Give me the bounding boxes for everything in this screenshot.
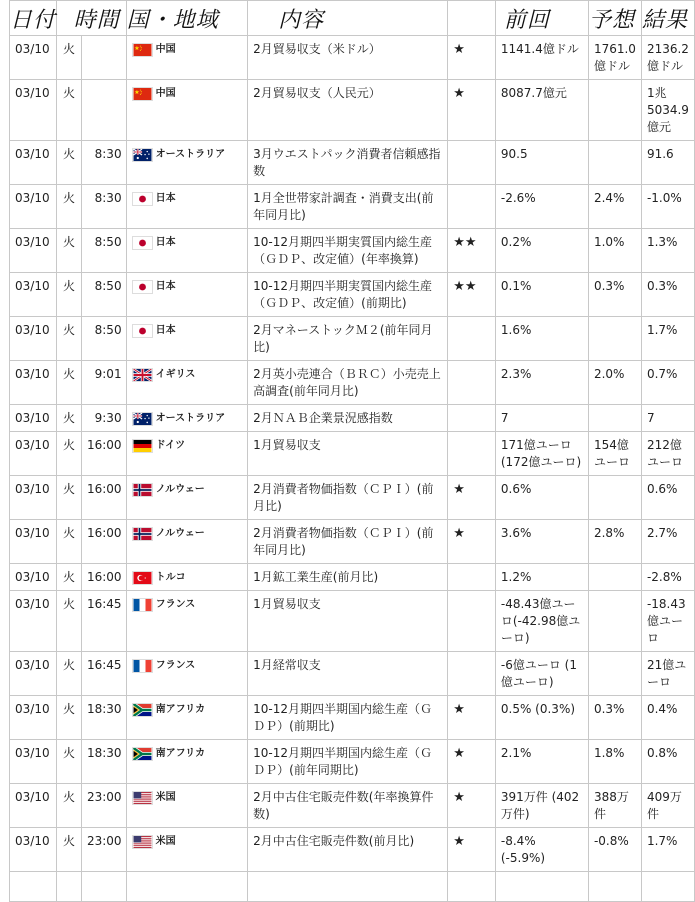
table-row	[10, 36, 695, 80]
row-time: 18:30	[81, 696, 126, 740]
row-previous: -48.43億ユーロ(-42.98億ユーロ)	[495, 591, 588, 652]
row-date: 03/10	[10, 520, 57, 564]
row-content: 10-12月期四半期実質国内総生産（ＧＤＰ、改定値）(年率換算)	[248, 229, 448, 273]
row-day-of-week: 火	[57, 784, 82, 828]
row-date: 03/10	[10, 317, 57, 361]
usa-flag-icon	[132, 791, 153, 805]
row-importance-stars: ★	[448, 740, 496, 784]
row-time: 8:30	[81, 141, 126, 185]
row-date: 03/10	[10, 405, 57, 432]
row-region	[126, 229, 248, 273]
row-content: 1月経常収支	[248, 652, 448, 696]
row-country-name: トルコ	[155, 572, 186, 583]
row-region	[126, 652, 248, 696]
row-region	[126, 361, 248, 405]
row-region	[126, 36, 248, 80]
table-row	[10, 696, 695, 740]
row-region	[126, 696, 248, 740]
row-content: 2月マネーストックＭ２(前年同月比)	[248, 317, 448, 361]
row-time: 16:00	[81, 432, 126, 476]
row-region	[126, 476, 248, 520]
row-country-name: ノルウェー	[155, 528, 205, 539]
row-forecast: 388万件	[588, 784, 641, 828]
table-row	[10, 652, 695, 696]
row-content: 2月ＮＡＢ企業景況感指数	[248, 405, 448, 432]
japan-flag-icon	[132, 280, 153, 294]
row-content: 2月貿易収支（米ドル）	[248, 36, 448, 80]
row-country-name: 日本	[155, 237, 176, 248]
row-content: 2月英小売連合（ＢＲＣ）小売売上高調査(前年同月比)	[248, 361, 448, 405]
row-date: 03/10	[10, 36, 57, 80]
row-region	[126, 185, 248, 229]
row-day-of-week: 火	[57, 828, 82, 872]
empty-cell	[57, 872, 82, 902]
row-previous: 0.2%	[495, 229, 588, 273]
row-country-name: 中国	[155, 88, 176, 99]
usa-flag-icon	[132, 835, 153, 849]
row-region	[126, 405, 248, 432]
row-importance-stars	[448, 361, 496, 405]
row-day-of-week: 火	[57, 317, 82, 361]
row-date: 03/10	[10, 80, 57, 141]
row-forecast	[588, 141, 641, 185]
row-country-name: 日本	[155, 193, 176, 204]
row-forecast: -0.8%	[588, 828, 641, 872]
table-row	[10, 141, 695, 185]
row-time	[81, 80, 126, 141]
row-content: 10-12月期四半期国内総生産（ＧＤＰ）(前年同期比)	[248, 740, 448, 784]
row-forecast: 0.3%	[588, 273, 641, 317]
row-region	[126, 828, 248, 872]
row-forecast: 154億ユーロ	[588, 432, 641, 476]
row-region	[126, 564, 248, 591]
china-flag-icon	[132, 87, 153, 101]
row-time: 16:45	[81, 652, 126, 696]
row-date: 03/10	[10, 432, 57, 476]
row-forecast	[588, 652, 641, 696]
empty-cell	[248, 872, 448, 902]
row-region	[126, 317, 248, 361]
row-country-name: イギリス	[155, 369, 196, 380]
header-content: 内容	[248, 1, 448, 36]
table-row	[10, 828, 695, 872]
empty-cell	[81, 872, 126, 902]
table-row	[10, 361, 695, 405]
row-result: 91.6	[641, 141, 694, 185]
australia-flag-icon	[132, 148, 153, 162]
row-region	[126, 80, 248, 141]
row-date: 03/10	[10, 229, 57, 273]
header-forecast: 予想	[588, 1, 641, 36]
row-day-of-week: 火	[57, 591, 82, 652]
row-day-of-week: 火	[57, 696, 82, 740]
row-region	[126, 784, 248, 828]
row-time: 9:01	[81, 361, 126, 405]
row-date: 03/10	[10, 591, 57, 652]
row-country-name: ドイツ	[155, 440, 186, 451]
empty-cell	[588, 872, 641, 902]
row-date: 03/10	[10, 273, 57, 317]
table-row	[10, 405, 695, 432]
table-row	[10, 317, 695, 361]
row-result: 0.7%	[641, 361, 694, 405]
row-country-name: オーストラリア	[155, 413, 226, 424]
row-forecast	[588, 405, 641, 432]
japan-flag-icon	[132, 192, 153, 206]
row-result: 0.6%	[641, 476, 694, 520]
row-previous: -8.4% (-5.9%)	[495, 828, 588, 872]
row-forecast: 1.0%	[588, 229, 641, 273]
row-importance-stars: ★	[448, 696, 496, 740]
table-row	[10, 784, 695, 828]
row-forecast: 1.8%	[588, 740, 641, 784]
row-region	[126, 273, 248, 317]
row-previous: 1.6%	[495, 317, 588, 361]
row-result: 1.7%	[641, 828, 694, 872]
row-result: 1.3%	[641, 229, 694, 273]
row-country-name: オーストラリア	[155, 149, 226, 160]
row-date: 03/10	[10, 696, 57, 740]
norway-flag-icon	[132, 527, 153, 541]
row-country-name: 南アフリカ	[155, 748, 206, 759]
row-result: -1.0%	[641, 185, 694, 229]
table-row	[10, 432, 695, 476]
row-country-name: フランス	[155, 599, 196, 610]
row-date: 03/10	[10, 476, 57, 520]
row-importance-stars	[448, 652, 496, 696]
france-flag-icon	[132, 659, 153, 673]
row-importance-stars: ★	[448, 476, 496, 520]
row-importance-stars	[448, 317, 496, 361]
row-importance-stars	[448, 141, 496, 185]
row-previous: 0.5% (0.3%)	[495, 696, 588, 740]
row-previous: 391万件 (402万件)	[495, 784, 588, 828]
row-time: 23:00	[81, 784, 126, 828]
norway-flag-icon	[132, 483, 153, 497]
table-row	[10, 564, 695, 591]
row-forecast	[588, 591, 641, 652]
row-region	[126, 520, 248, 564]
row-date: 03/10	[10, 141, 57, 185]
table-row	[10, 476, 695, 520]
row-day-of-week: 火	[57, 80, 82, 141]
row-date: 03/10	[10, 564, 57, 591]
row-previous: 1141.4億ドル	[495, 36, 588, 80]
row-region	[126, 740, 248, 784]
row-region	[126, 591, 248, 652]
row-day-of-week: 火	[57, 229, 82, 273]
row-previous: 0.6%	[495, 476, 588, 520]
uk-flag-icon	[132, 368, 153, 382]
row-previous: 8087.7億元	[495, 80, 588, 141]
row-importance-stars: ★	[448, 828, 496, 872]
rows-body	[10, 36, 695, 902]
southafrica-flag-icon	[132, 703, 153, 717]
row-importance-stars: ★	[448, 520, 496, 564]
row-result: 21億ユーロ	[641, 652, 694, 696]
row-time: 16:00	[81, 564, 126, 591]
row-result: 1.7%	[641, 317, 694, 361]
row-date: 03/10	[10, 361, 57, 405]
row-result: -2.8%	[641, 564, 694, 591]
row-importance-stars	[448, 432, 496, 476]
row-day-of-week: 火	[57, 564, 82, 591]
row-day-of-week: 火	[57, 405, 82, 432]
row-day-of-week: 火	[57, 185, 82, 229]
row-forecast: 0.3%	[588, 696, 641, 740]
row-previous: 1.2%	[495, 564, 588, 591]
row-time	[81, 36, 126, 80]
row-result: 2136.2億ドル	[641, 36, 694, 80]
table-row	[10, 273, 695, 317]
header-result: 結果	[641, 1, 694, 36]
row-result: 0.3%	[641, 273, 694, 317]
row-time: 9:30	[81, 405, 126, 432]
row-content: 1月貿易収支	[248, 591, 448, 652]
row-time: 8:30	[81, 185, 126, 229]
table-row	[10, 229, 695, 273]
row-forecast: 2.0%	[588, 361, 641, 405]
row-time: 16:45	[81, 591, 126, 652]
table-row	[10, 185, 695, 229]
row-content: 2月貿易収支（人民元）	[248, 80, 448, 141]
row-importance-stars: ★	[448, 36, 496, 80]
row-importance-stars: ★★	[448, 229, 496, 273]
row-day-of-week: 火	[57, 273, 82, 317]
header-region: 国・地域	[126, 1, 248, 36]
row-content: 2月消費者物価指数（ＣＰＩ）(前月比)	[248, 476, 448, 520]
row-day-of-week: 火	[57, 36, 82, 80]
row-previous: 2.1%	[495, 740, 588, 784]
row-time: 8:50	[81, 229, 126, 273]
row-result: -18.43億ユーロ	[641, 591, 694, 652]
row-forecast	[588, 317, 641, 361]
empty-cell	[10, 872, 57, 902]
row-date: 03/10	[10, 828, 57, 872]
row-previous: -6億ユーロ (1億ユーロ)	[495, 652, 588, 696]
header-date: 日付	[10, 1, 57, 36]
row-day-of-week: 火	[57, 476, 82, 520]
row-forecast	[588, 80, 641, 141]
empty-cell	[126, 872, 248, 902]
turkey-flag-icon	[132, 571, 153, 585]
header-previous: 前回	[495, 1, 588, 36]
row-time: 23:00	[81, 828, 126, 872]
row-region	[126, 141, 248, 185]
row-previous: 2.3%	[495, 361, 588, 405]
row-day-of-week: 火	[57, 740, 82, 784]
row-time: 18:30	[81, 740, 126, 784]
row-country-name: 日本	[155, 325, 176, 336]
row-forecast: 2.8%	[588, 520, 641, 564]
row-time: 16:00	[81, 520, 126, 564]
row-importance-stars: ★	[448, 784, 496, 828]
header-importance	[448, 1, 496, 36]
row-forecast	[588, 476, 641, 520]
row-content: 2月中古住宅販売件数(年率換算件数)	[248, 784, 448, 828]
header-row	[10, 1, 695, 36]
empty-row	[10, 872, 695, 902]
row-day-of-week: 火	[57, 361, 82, 405]
table-row	[10, 591, 695, 652]
empty-cell	[641, 872, 694, 902]
row-forecast	[588, 564, 641, 591]
row-content: 2月中古住宅販売件数(前月比)	[248, 828, 448, 872]
row-country-name: 日本	[155, 281, 176, 292]
row-previous: 0.1%	[495, 273, 588, 317]
row-result: 0.4%	[641, 696, 694, 740]
row-day-of-week: 火	[57, 141, 82, 185]
row-result: 7	[641, 405, 694, 432]
table-row	[10, 80, 695, 141]
row-previous: 171億ユーロ(172億ユーロ)	[495, 432, 588, 476]
france-flag-icon	[132, 598, 153, 612]
australia-flag-icon	[132, 412, 153, 426]
row-region	[126, 432, 248, 476]
row-forecast: 1761.0億ドル	[588, 36, 641, 80]
row-content: 10-12月期四半期国内総生産（ＧＤＰ）(前期比)	[248, 696, 448, 740]
table-row	[10, 740, 695, 784]
row-importance-stars	[448, 185, 496, 229]
row-country-name: フランス	[155, 660, 196, 671]
row-country-name: 南アフリカ	[155, 704, 206, 715]
row-content: 1月貿易収支	[248, 432, 448, 476]
germany-flag-icon	[132, 439, 153, 453]
row-previous: 3.6%	[495, 520, 588, 564]
row-previous: 90.5	[495, 141, 588, 185]
row-result: 212億ユーロ	[641, 432, 694, 476]
table-row	[10, 520, 695, 564]
header-time: 時間	[57, 1, 127, 36]
row-date: 03/10	[10, 185, 57, 229]
row-result: 2.7%	[641, 520, 694, 564]
row-time: 8:50	[81, 273, 126, 317]
row-content: 1月鉱工業生産(前月比)	[248, 564, 448, 591]
row-country-name: ノルウェー	[155, 484, 205, 495]
row-content: 1月全世帯家計調査・消費支出(前年同月比)	[248, 185, 448, 229]
row-importance-stars	[448, 591, 496, 652]
china-flag-icon	[132, 43, 153, 57]
row-result: 1兆5034.9億元	[641, 80, 694, 141]
japan-flag-icon	[132, 236, 153, 250]
row-result: 409万件	[641, 784, 694, 828]
japan-flag-icon	[132, 324, 153, 338]
southafrica-flag-icon	[132, 747, 153, 761]
row-content: 10-12月期四半期実質国内総生産（ＧＤＰ、改定値）(前期比)	[248, 273, 448, 317]
row-date: 03/10	[10, 740, 57, 784]
row-time: 16:00	[81, 476, 126, 520]
row-content: 3月ウエストパック消費者信頼感指数	[248, 141, 448, 185]
row-previous: -2.6%	[495, 185, 588, 229]
row-country-name: 米国	[155, 836, 176, 847]
empty-cell	[495, 872, 588, 902]
row-day-of-week: 火	[57, 432, 82, 476]
row-day-of-week: 火	[57, 520, 82, 564]
economic-calendar-table	[9, 0, 695, 902]
row-day-of-week: 火	[57, 652, 82, 696]
row-time: 8:50	[81, 317, 126, 361]
row-result: 0.8%	[641, 740, 694, 784]
row-importance-stars	[448, 405, 496, 432]
row-date: 03/10	[10, 784, 57, 828]
row-content: 2月消費者物価指数（ＣＰＩ）(前年同月比)	[248, 520, 448, 564]
row-country-name: 中国	[155, 44, 176, 55]
row-previous: 7	[495, 405, 588, 432]
row-forecast: 2.4%	[588, 185, 641, 229]
row-importance-stars: ★★	[448, 273, 496, 317]
row-country-name: 米国	[155, 792, 176, 803]
row-date: 03/10	[10, 652, 57, 696]
row-importance-stars	[448, 564, 496, 591]
row-importance-stars: ★	[448, 80, 496, 141]
empty-cell	[448, 872, 496, 902]
